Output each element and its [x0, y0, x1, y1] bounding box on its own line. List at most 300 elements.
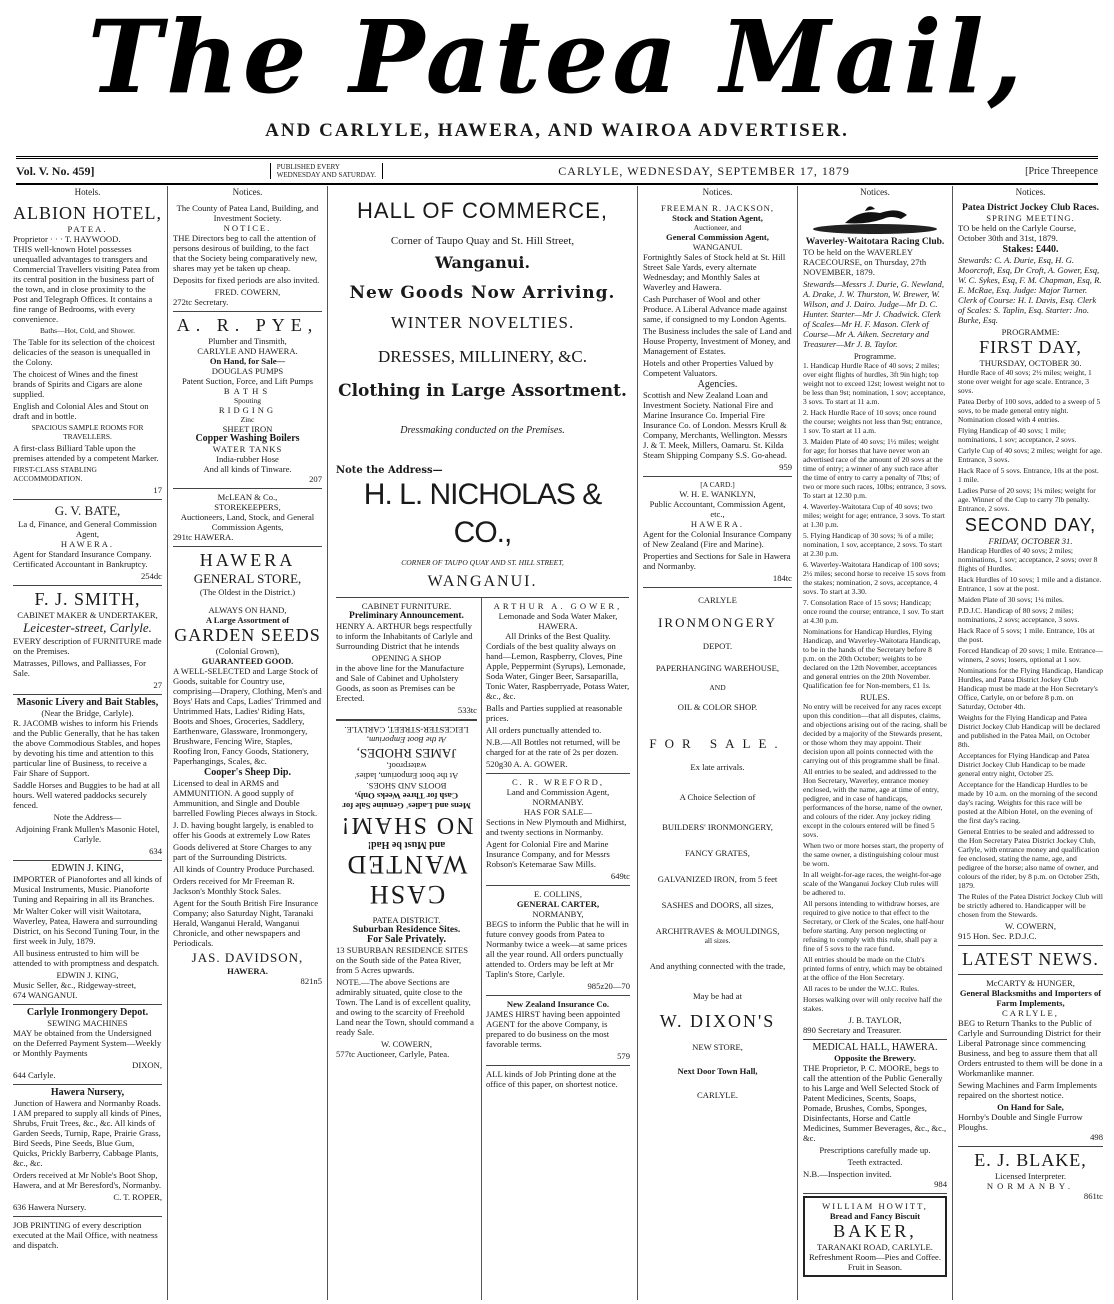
ad-text: RIDGING	[218, 405, 277, 415]
ad-text: Licensed Interpreter.	[994, 1171, 1067, 1181]
ad-cash-wanted-inverted	[336, 720, 477, 912]
ad-text: FIRST-CLASS STABLING ACCOMMODATION.	[13, 465, 97, 483]
racehorse-icon	[805, 203, 945, 237]
ad-text: The Table for its selection of the choicest delicacies of the season is unequalled in the Colony.	[13, 337, 155, 367]
ad-text: No entry will be received for any races except upon this condition—that all disputes, claims, and objections arising out of the racing, shall be decided by a majority of the Stewards present, or those whom they may appoint. Their decision upon all points connected with the carrying out of this programme shall be final.	[803, 702, 947, 765]
ad-title: Patea District Jockey Club Races.	[962, 203, 1099, 213]
ad-text: Lemonade and Soda Water Maker,	[498, 611, 618, 621]
ad-text: All Drinks of the Best Quality.	[505, 631, 611, 641]
ad-hawera-store	[173, 547, 322, 990]
ad-text: STOREKEEPERS,	[214, 502, 281, 512]
ad-text: Refreshment Room—Pies and Coffee.	[808, 1252, 942, 1262]
publication-schedule	[270, 163, 383, 179]
ad-hall-of-commerce	[336, 186, 629, 598]
ad-text: Wanganui.	[434, 253, 531, 272]
ad-number: 821n5	[300, 976, 322, 986]
ad-signature: 520g30 A. A. GOWER.	[486, 759, 568, 769]
ad-text: TO be held on the Carlyle Course, October 30th and 31st, 1879.	[958, 223, 1076, 243]
ad-text: Copper Washing Boilers	[195, 433, 300, 444]
ad-text: NORMANBY.	[532, 797, 584, 807]
ad-number: 984	[934, 1179, 947, 1189]
ad-text: Stewards—Messrs J. Durie, G. Newland, A. Drake, J. W. Thurston, W. Brewer, W. Wilson, and J. Dairo. Judge—Mr D. C. Hunter. Starter—Mr J. Chadwick. Clerk of Scales—Mr H. F. Mason. Clerk of Course—Mr A. Aiken. Secretary and Treasurer—Mr J. B. Taylor.	[803, 279, 944, 349]
volume-number: Vol. V. No. 459]	[16, 163, 95, 178]
ad-text: Maiden Plate of 30 sovs; 1¼ miles.	[958, 595, 1064, 604]
ad-signature: C. T. ROPER,	[113, 1192, 162, 1202]
ad-number: 861tc	[1083, 1191, 1103, 1201]
ad-mccarty	[958, 975, 1103, 1147]
ad-title: WILLIAM HOWITT,	[822, 1201, 928, 1211]
latest-news-heading	[958, 946, 1103, 975]
ad-text: At the boot Emporium, ladies' waterproof,	[354, 761, 459, 781]
ad-title: New Zealand Insurance Co.	[506, 999, 610, 1009]
ad-text: Stock and Station Agent,	[672, 213, 763, 223]
ad-text: DOUGLAS PUMPS	[211, 366, 284, 376]
ad-text: All entries should be made on the Club's printed forms of entry, which may be obtained at the office of the Hon Secretary.	[803, 955, 943, 982]
ad-number: 27	[153, 680, 162, 690]
ad-number: 649tc	[610, 871, 630, 881]
ad-heading: [A CARD.]	[700, 480, 735, 489]
ad-text: Clothing in Large Assortment.	[338, 381, 627, 401]
ad-text: BOOTS AND SHOES.	[366, 781, 447, 791]
ad-text: ALWAYS ON HAND,	[208, 605, 287, 615]
newspaper-subtitle: AND CARLYLE, HAWERA, AND WAIROA ADVERTISER.	[265, 120, 849, 141]
ad-number: 272tc Secretary.	[173, 297, 229, 307]
ad-title: EDWIN J. KING,	[51, 863, 124, 874]
ad-text: Matrasses, Pillows, and Palliasses, For Sale.	[13, 658, 146, 678]
ad-text: WANGANUI.	[692, 242, 743, 252]
ad-text: SECOND DAY,	[964, 515, 1097, 535]
ad-text: Opposite the Brewery.	[834, 1053, 916, 1063]
ad-text: Bread and Fancy Biscuit	[829, 1211, 921, 1221]
ad-text: India-rubber Hose	[216, 454, 279, 464]
ad-text: Adjoining Frank Mullen's Masonic Hotel, Carlyle.	[15, 824, 160, 844]
column-2	[168, 186, 328, 1300]
issue-date: CARLYLE, WEDNESDAY, SEPTEMBER 17, 1879	[558, 163, 850, 178]
section-title: LATEST NEWS.	[962, 949, 1099, 969]
ad-signature: JAS. DAVIDSON,	[191, 950, 304, 965]
ad-text: 1. Handicap Hurdle Race of 40 sovs; 2 miles; over eight flights of hurdles, 3ft 9in high; top weight not to exceed 12st; lowest weight not to be less than 9st; nomination, 1 sov; acceptance, 3 sovs. To start at 11 a.m.	[803, 361, 946, 406]
ad-text: 2. Hack Hurdle Race of 10 sovs; once round the course; weights not less than 9st; entrance, 1 sov. To start at 11 a.m.	[803, 408, 943, 435]
ad-title: A. R. PYE,	[176, 315, 319, 335]
ad-text: Patea Derby of 100 sovs, added to a sweep of 5 sovs, to be made general entry night. Nomination closed with 4 entries.	[958, 397, 1101, 424]
pub-line-1: PUBLISHED EVERY	[276, 163, 340, 171]
ad-text: Sewing Machines and Farm Implements repaired on the shortest notice.	[958, 1080, 1097, 1100]
ad-text: Patent Suction, Force, and Lift Pumps	[181, 376, 314, 386]
ad-text: Forced Handicap of 20 sovs; 1 mile. Entrance—winners, 2 sovs; losers, optional at 1 sov.	[958, 646, 1103, 664]
ad-text: A Choice Selection of	[679, 792, 756, 802]
ad-text: JOB PRINTING of every description executed at the Mail Office, with neatness and dispatch.	[13, 1220, 158, 1250]
ad-text: CABINET MAKER & UNDERTAKER,	[17, 610, 158, 620]
ad-text: HENRY A. ARTHUR begs respectfully to inform the Inhabitants of Carlyle and Surrounding District that he intends	[336, 621, 473, 651]
ad-text: GARDEN SEEDS	[174, 625, 321, 645]
ad-title: HALL OF COMMERCE,	[357, 198, 608, 223]
ad-number: 915 Hon. Sec. P.D.J.C.	[958, 931, 1037, 941]
ad-text: GENERAL CARTER,	[516, 899, 600, 909]
ad-title: McCARTY & HUNGER,	[986, 978, 1075, 988]
ad-collins	[486, 886, 630, 996]
dateline	[16, 156, 1098, 185]
ad-text: NOTICE.	[223, 223, 272, 233]
ad-text: EVERY description of FURNITURE made on the Premises.	[13, 636, 162, 656]
ad-text: Corner of Taupo Quay and St. Hill Street,	[390, 235, 575, 247]
ad-job-printing-2	[486, 1066, 630, 1095]
ad-text: Hack Hurdles of 10 sovs; 1 mile and a distance. Entrance, 1 sov at the post.	[958, 575, 1102, 593]
ad-text: All kinds of Country Produce Purchased.	[173, 864, 315, 874]
ad-text: BUILDERS' IRONMONGERY,	[662, 822, 773, 832]
ad-text: General Blacksmiths and Importers of Farm Implements,	[959, 988, 1102, 1008]
ad-text: Stewards: C. A. Durie, Esq, H. G. Moorcroft, Esq, Dr Croft, A. Gower, Esq, W. C. Sykes, Esq, F. M. Chapman, Esq, R. E. McRae, Esq. Judge: Major Turner. Clerk of Course: H. I. Davis, Esq. Clerk of Scales: S. Taplin, Esq. Starter: Jno. Burke, Esq.	[958, 255, 1102, 325]
ad-text: ARCHITRAVES & MOULDINGS,	[655, 926, 780, 936]
ad-hawera-nursery	[13, 1085, 162, 1217]
ad-title: Preliminary Announcement.	[349, 611, 464, 621]
ad-text: Agencies.	[697, 379, 738, 390]
price: [Price Threepence	[1025, 165, 1098, 177]
ad-text: THURSDAY, OCTOBER 30.	[979, 358, 1082, 368]
ad-blake	[958, 1147, 1103, 1205]
ad-smith	[13, 586, 162, 695]
ad-title: Suburban Residence Sites.	[352, 925, 461, 935]
ad-number: 577tc Auctioneer, Carlyle, Patea.	[336, 1049, 450, 1059]
ad-text: New Goods Now Arriving.	[349, 283, 616, 303]
ad-text: Flying Handicap of 40 sovs; 1 mile; nominations, 1 sov; acceptance, 2 sovs.	[958, 426, 1077, 444]
ad-number: 579	[617, 1051, 630, 1061]
ad-number: 184tc	[772, 573, 792, 583]
ad-text: Cordials of the best quality always on hand—Lemon, Raspberry, Cloves, Pine Apple, Peppermint (Syrups), Lemonade, Soda Water, Ginger Beer, Sarsaparilla, Tonic Water, Raspberryade, Potass Water, &c., &c.	[486, 641, 630, 701]
ad-text: CARLYLE AND HAWERA.	[197, 346, 298, 356]
ad-text: WINTER NOVELTIES.	[390, 313, 575, 332]
ad-text: Nominations for Handicap Hurdles, Flying Handicap, and Waverley-Waitotara Handicap, to be in the hands of the Secretary before 8 p.m. on the 20th October; weights to be declared on the 12th November, acceptances and general entries on the 20th November. Qualification fee for Non-members, £1 1s.	[803, 627, 941, 690]
ad-carlyle-ironmongery	[643, 588, 792, 1104]
ad-text: Saddle Horses and Buggies to be had at all hours. Well watered paddocks securely fenced.	[13, 780, 161, 810]
ad-text: THIS well-known Hotel possesses unequalled advantages to transgers and Commercial Travellers visiting Patea from its central position in the business part of the town, and in close proximity to the Post and Telegraph Offices. It contains a fine range of Bedrooms, with every convenience.	[13, 244, 160, 324]
ad-job-printing	[13, 1217, 162, 1256]
ad-text: CARLYLE	[698, 595, 737, 605]
ad-text: JAMES HIRST having been appointed AGENT for the above Company, is prepared to do business on the most favorable terms.	[486, 1009, 620, 1049]
ad-text: Junction of Hawera and Normanby Roads.	[14, 1098, 161, 1108]
masthead	[0, 0, 1114, 160]
ad-text: LEICESTER-STREET, CARLYLE.	[344, 725, 469, 735]
ad-text: Orders received at Mr Noble's Boot Shop, Hawera, and at Mr Beresford's, Normanby.	[13, 1170, 161, 1190]
ad-text: DEPOT.	[702, 641, 733, 651]
ad-town: PATEA.	[67, 224, 108, 234]
ad-title: IRONMONGERY	[658, 615, 777, 630]
column-heading: Notices.	[1015, 187, 1046, 197]
ad-text: PROGRAMME:	[1001, 327, 1060, 337]
ad-text: Auctioneer, and	[693, 223, 742, 232]
ad-pye	[173, 312, 322, 489]
ad-text: Carlyle Cup of 40 sovs; 2 miles; weight for age. Entrance, 3 sovs.	[958, 446, 1103, 464]
ad-text: Spouting	[233, 396, 262, 405]
ad-title: FREEMAN R. JACKSON,	[660, 203, 775, 213]
ad-title: ARTHUR A. GOWER,	[493, 601, 623, 611]
ad-text: Teeth extracted.	[847, 1157, 903, 1167]
ad-howitt	[803, 1196, 947, 1277]
ad-text: SPACIOUS SAMPLE ROOMS FOR TRAVELLERS.	[31, 423, 144, 441]
ad-albion-hotel	[13, 200, 162, 500]
ad-text: Balls and Parties supplied at reasonable prices.	[486, 703, 623, 723]
ad-text: All races to be under the W.J.C. Rules.	[803, 984, 920, 993]
ad-text: J. D. having bought largely, is enabled to offer his Goods at extremely Low Rates	[173, 820, 314, 840]
ad-text: Acceptances for Flying Handicap and Patea District Jockey Club Handicap to be made general entry night, October 25.	[958, 751, 1090, 778]
ad-text: CORNER OF TAUPO QUAY AND ST. HILL STREET,	[401, 558, 564, 567]
newspaper-title: The Patea Mail,	[87, 0, 1027, 116]
ad-text: (The Oldest in the District.)	[199, 587, 296, 597]
ad-text: 291tc HAWERA.	[173, 532, 234, 542]
ad-text: All business entrusted to him will be attended to with promptness and despatch.	[13, 948, 160, 968]
ad-text: R. JACOMB wishes to inform his Friends and the Public Generally, that he has taken the above Commodious Stables, and hopes by devoting his time and attention to this particular line of Business, to receive a Fair Share of Support.	[13, 718, 161, 778]
ad-text: FANCY GRATES,	[685, 848, 750, 858]
ad-text: Agent for the Colonial Insurance Company of New Zealand (Fire and Marine).	[643, 529, 792, 549]
ad-text: 5. Flying Handicap of 30 sovs; ¾ of a mile; nomination, 1 sov, acceptance, 2 sovs. To start at 2.30 p.m.	[803, 531, 943, 558]
ad-text: Hack Race of 5 sovs; 1 mile. Entrance, 10s at the post.	[958, 626, 1095, 644]
ad-text: TARANAKI ROAD, CARLYLE.	[817, 1242, 933, 1252]
ad-text: WATER TANKS	[212, 444, 283, 454]
ad-text: Agent for the South British Fire Insurance Company; also Saturday Night, Taranaki Herald, Wanganui Herald, Wanganui Chronicle, and other newspapers and Periodicals.	[173, 898, 319, 948]
ad-patea-jockey-club	[958, 200, 1103, 946]
ad-number: 498	[1090, 1132, 1103, 1142]
ad-text: Fortnightly Sales of Stock held at St. Hill Street Sale Yards, every alternate Wednesday; and Monthly Sales at Waverley and Hawera.	[643, 252, 786, 292]
ad-mclean	[173, 489, 322, 547]
ad-text: 6. Waverley-Waitotara Handicap of 100 sovs; 2½ miles; second horse to receive 15 sovs from the stakes; nomination, 2 sovs, acceptance, 4 sovs. To start at 3.30.	[803, 560, 946, 596]
column-3	[328, 186, 638, 1300]
ad-signature: FRED. COWERN,	[214, 287, 281, 297]
ad-text: All orders punctually attended to.	[486, 725, 602, 735]
ad-text: Horses walking over will only receive half the stakes.	[803, 995, 942, 1013]
ad-cabinet-furniture	[336, 598, 477, 720]
ad-title: Carlyle Ironmongery Depot.	[26, 1007, 149, 1018]
ad-text: General Commission Agent,	[666, 232, 769, 242]
ad-text: A WELL-SELECTED and Large Stock of Goods, suitable for Country use, comprising—Drapery, Clothing, Men's and Boys' Hats and Caps, Ladies' Trimmed and Untrimmed Hats, Ladies' Riding Hats, Boots and Shoes, Groceries, Saddlery, Earthenware, Glassware, Ironmongery, Brushware, Fencing Wire, Staples, Roofing Iron, Fancy Goods, Stationery, Paperhangings, Scales, &c.	[173, 666, 322, 766]
ad-text: Goods delivered at Store Charges to any part of the Surrounding Districts.	[173, 842, 312, 862]
ad-text: Plumber and Tinsmith,	[208, 336, 287, 346]
sub-column-right	[486, 598, 630, 1300]
ad-wreford	[486, 774, 630, 886]
sub-column-left	[336, 598, 482, 1300]
column-1	[8, 186, 168, 1300]
ad-title: F. J. SMITH,	[34, 589, 141, 609]
ad-text: CARLYLE,	[1002, 1008, 1059, 1018]
ad-text: Note the Address—	[336, 465, 443, 476]
ad-signature: DIXON,	[132, 1060, 162, 1070]
ad-nz-insurance	[486, 996, 630, 1066]
ad-text: A Large Assortment of	[205, 615, 290, 625]
ad-text: English and Colonial Ales and Stout on draft and in bottle.	[13, 401, 149, 421]
ad-title: Masonic Livery and Bait Stables,	[16, 697, 159, 708]
column-6	[953, 186, 1108, 1300]
ad-patea-district	[336, 912, 477, 1063]
ad-text: GENERAL STORE,	[193, 571, 302, 586]
ad-text: The Business includes the sale of Land and House Property, Investment of Money, and Management of Estates.	[643, 326, 792, 356]
ad-text: La d, Finance, and General Commission Agent,	[18, 519, 157, 539]
ad-text: all sizes.	[704, 936, 731, 945]
ad-signature: EDWIN J. KING,	[56, 970, 119, 980]
ad-text: BAKER,	[833, 1221, 917, 1241]
ad-text: HAWERA.	[227, 966, 268, 976]
ad-title: HAWERA	[199, 550, 296, 570]
ad-text: Leicester-street, Carlyle.	[23, 620, 152, 635]
ad-text: OIL & COLOR SHOP.	[677, 702, 758, 712]
ad-text: SPRING MEETING.	[986, 213, 1075, 223]
ad-text: RULES.	[860, 692, 890, 702]
ad-text: The choicest of Wines and the finest brands of Spirits and Cigars are alone supplied.	[13, 369, 143, 399]
ad-ironmongery	[13, 1005, 162, 1085]
ad-text: AND	[709, 683, 726, 692]
split-area	[336, 598, 629, 1300]
ad-text: DRESSES, MILLINERY, &C.	[378, 347, 587, 366]
ad-text: 3. Maiden Plate of 40 sovs; 1½ miles; weight for age; for horses that have never won an advertised race of the amount of 20 sovs at the time of entry; a winner of any such race after the time of entry to carry a penalty of 7lbs; of two or more such races, 10lbs; entrance, 3 sovs. To start at 12.30 p.m.	[803, 437, 947, 500]
ad-text: NORMANBY.	[986, 1181, 1075, 1191]
ad-text: HAWERA.	[538, 621, 578, 631]
ad-text: NOTE.—The above Sections are admirably situated, quite close to the Town. The Land is of excellent quality, and owing to the scarcity of Freehold Land near the Town, should command a ready Sale.	[336, 977, 474, 1037]
ad-number: 533tc	[457, 705, 477, 715]
ad-text: Agent for Standard Insurance Company. Certificated Accountant in Bankruptcy.	[13, 549, 152, 569]
ad-text: All entries to be sealed, and addressed to the Hon Secretary, Waverley, entrance money enclosed, with the name, age at time of entry, pedigree, and in case of handicaps, performances of the horse, name of the owner, and colours of the rider. Any jockey riding except in the colours entered will be fined 5 sovs.	[803, 767, 943, 839]
ad-text: All persons intending to withdraw horses, are required to give notice to that effect to the Secretary, or Clerk of the Scales, one half-hour before starting. Any person neglecting or refusing to comply with this rule, shall pay a fine of 5 sovs to the race fund.	[803, 899, 944, 953]
ad-text: Dressmaking conducted on the Premises.	[400, 425, 565, 436]
ad-gower	[486, 598, 630, 774]
ad-jackson	[643, 200, 792, 477]
ad-text: And all kinds of Tinware.	[203, 464, 292, 474]
ad-text: Properties and Sections for Sale in Hawera and Normanby.	[643, 551, 791, 571]
ad-text: OPENING A SHOP	[371, 653, 442, 663]
ad-text: Ex late arrivals.	[690, 762, 745, 772]
ad-title: The County of Patea Land, Building, and Investment Society.	[176, 203, 319, 223]
ad-text: P.D.J.C. Handicap of 80 sovs; 2 miles; nominations, 2 sovs; acceptance, 3 sovs.	[958, 606, 1080, 624]
ad-text: THE Proprietor, P. C. MOORE, begs to call the attention of the Public Generally to his Large and Well Selected Stock of Patent Medicines, Scents, Soaps, Pomade, Brushes, Combs, Sponges, Disinfectants, Horse and Cattle Medicines, Summer Beverages, &c., &c., &c.	[803, 1063, 947, 1143]
ad-title: Waverley-Waitotara Racing Club.	[805, 237, 945, 247]
ad-number: 17	[153, 485, 162, 495]
ad-text: 674 WANGANUI.	[13, 990, 78, 1000]
ad-bate	[13, 500, 162, 586]
ad-text: Cooper's Sheep Dip.	[204, 767, 291, 778]
ad-text: Weights for the Flying Handicap and Patea District Jockey Club Handicap will be declared and published in the Patea Mail, on October 8th.	[958, 713, 1101, 749]
ad-heading: PATEA DISTRICT.	[372, 915, 441, 925]
ad-town: HAWERA.	[60, 539, 115, 549]
ad-text: GALVANIZED IRON, from 5 feet	[657, 874, 778, 884]
ad-title: MEDICAL HALL, HAWERA.	[812, 1042, 938, 1053]
column-heading: Notices.	[860, 187, 890, 197]
ad-number: 890 Secretary and Treasurer.	[803, 1025, 902, 1035]
ad-text: Fruit in Season.	[847, 1262, 903, 1272]
ad-text: I AM prepared to supply all kinds of Pines, Shrubs, Fruit Trees, &c., &c. All kinds of Garden Seeds, Turnip, Rape, Prairie Grass, Bird Seeds, Pine Seeds, Blue Gum, Quicks, Prickly Barberry, Cabbage Plants, &c., &c.	[13, 1108, 162, 1168]
ad-text: Hurdle Race of 40 sovs; 2½ miles; weight, 1 stone over weight for age scale. Entrance, 3 sovs.	[958, 368, 1092, 395]
ad-text: Hornby's Double and Single Furrow Ploughs.	[958, 1112, 1083, 1132]
ad-number: 254dc	[140, 571, 162, 581]
ad-text: Land and Commission Agent,	[506, 787, 610, 797]
ad-text: Agent for Colonial Fire and Marine Insurance Company, and for Messrs Robson's Ketemarae Saw Mills.	[486, 839, 610, 869]
ad-text: Ladies Purse of 20 sovs; 1¼ miles; weight for age. Winner of the Cup to carry 7lb penalty. Entrance, 2 sovs.	[958, 486, 1096, 513]
ad-text: Stakes: £440.	[1002, 244, 1059, 255]
ad-number: 634	[149, 846, 162, 856]
ad-text: BATHS	[223, 386, 272, 396]
ad-text: Mens and Ladies' Genuine Sale for Cash for Three Weeks Only,	[342, 791, 471, 811]
ad-text: WANGANUI.	[427, 573, 538, 590]
column-heading: Notices.	[702, 187, 733, 197]
ad-text: SHEET IRON	[222, 424, 273, 434]
ad-text: and Must be Had!	[367, 839, 446, 850]
ad-text: May be had at	[693, 991, 742, 1001]
ad-text: When two or more horses start, the property of the same owner, a distinguishing colour must be worn.	[803, 841, 944, 868]
column-heading: Notices.	[232, 187, 263, 197]
ad-text: Nominations for the Flying Handicap, Handicap Hurdles, and Patea District Jockey Club Handicap must be made at the Hon Secretary's Office, Carlyle, on or before 8 p.m. on Saturday, October 4th.	[958, 666, 1103, 711]
ad-text: 4. Waverley-Waitotara Cup of 40 sovs; two miles; weight for age; entrance, 3 sovs. To start at 1.30 p.m.	[803, 502, 945, 529]
ad-text: Note the Address—	[53, 812, 122, 822]
ad-text: NORMANBY,	[532, 909, 584, 919]
ad-text: Sections in New Plymouth and Midhirst, and twenty sections in Normanby.	[486, 817, 627, 837]
ad-text: Auctioneers, Land, Stock, and General Commission Agents,	[180, 512, 315, 532]
ad-text: Deposits for fixed periods are also invited.	[173, 275, 320, 285]
ad-title: E. J. BLAKE,	[974, 1150, 1087, 1170]
ad-text: And anything connected with the trade,	[649, 961, 786, 971]
ad-racing-club	[803, 200, 947, 1040]
ad-text: HAS FOR SALE—	[523, 807, 593, 817]
ad-signature: W. COWERN,	[380, 1039, 432, 1049]
ad-title: H. L. NICHOLAS & CO.,	[363, 478, 602, 549]
ad-text: TO be held on the WAVERLEY RACECOURSE, on Thursday, 27th NOVEMBER, 1879.	[803, 247, 927, 277]
ad-text: Hack Race of 5 sovs. Entrance, 10s at the post. 1 mile.	[958, 466, 1099, 484]
ad-text: In all weight-for-age races, the weight-for-age scale of the Wanganui Jockey Club rules will be adhered to.	[803, 870, 942, 897]
ad-text: GUARANTEED GOOD.	[201, 656, 294, 666]
ad-text: FRIDAY, OCTOBER 31.	[988, 536, 1073, 546]
ad-signature: W. COWERN,	[1004, 921, 1056, 931]
ad-title: Hawera Nursery,	[50, 1087, 125, 1098]
ad-text: PAPERHANGING WAREHOUSE,	[655, 663, 780, 673]
ad-text: FIRST DAY,	[979, 337, 1082, 357]
ad-text: A first-class Billiard Table upon the premises attended by a competent Marker.	[13, 443, 159, 463]
ad-text: NEW STORE,	[692, 1042, 743, 1052]
ad-text: General Entries to be sealed and addressed to the Hon Secretary Patea District Jockey Club, Carlyle, with entrance money and qualification fee enclosed, stating the name, age, and pedigree of the horse; also name of owner, and colours of the rider, by 8 p.m. on October 25th, 1879.	[958, 827, 1100, 890]
ad-text: Zinc	[240, 415, 255, 424]
ad-title: C. R. WREFORD,	[511, 777, 605, 787]
ad-number: 959	[779, 462, 792, 472]
ad-text: Mr Walter Coker will visit Waitotara, Waverley, Patea, Hawera and surrounding District, on his Second Tuning Tour, in the first week in July, 1879.	[13, 906, 160, 946]
ad-text: JAMES RHODES,	[356, 746, 457, 761]
ad-text: N.B.—All Bottles not returned, will be charged for at the rate of 2s per dozen.	[486, 737, 621, 757]
ad-text: (Near the Bridge, Carlyle).	[41, 708, 134, 718]
ad-signature: J. B. TAYLOR,	[848, 1015, 902, 1025]
ad-text: Cash Purchaser of Wool and other Produce. A Liberal Advance made against same, if consigned to my London Agents.	[643, 294, 788, 324]
ad-text: NO SHAM!	[339, 812, 474, 838]
ad-masonic-stables	[13, 695, 162, 861]
ad-text: On Hand for Sale,	[997, 1102, 1064, 1112]
ad-title: G. V. BATE,	[54, 503, 121, 518]
ad-text: Hotels and other Properties Valued by Competent Valuators.	[643, 358, 774, 378]
ad-text: On Hand, for Sale—	[209, 356, 286, 366]
column-4	[638, 186, 798, 1300]
page-columns	[8, 186, 1108, 1302]
ad-text: Next Door Town Hall,	[677, 1066, 758, 1076]
ad-text: SEWING MACHINES	[47, 1018, 128, 1028]
ad-text: in the above line for the Manufacture and Sale of Cabinet and Upholstery Goods, as soon as Premises can be Erected.	[336, 663, 464, 703]
ad-title: W. DIXON'S	[659, 1011, 776, 1031]
ad-text: 636 Hawera Nursery.	[13, 1202, 87, 1212]
ad-text: 644 Carlyle.	[13, 1070, 56, 1080]
ad-text: Scottish and New Zealand Loan and Investment Society. National Fire and Marine Insurance Co. Imperial Fire Insurance Co. of London. Messrs Krull & Company, Merchants, Wellington. Messrs J. & T. Meek, Millers, Oamaru. St. Kilda Steam Shipping Company S.S. Go-ahead.	[643, 390, 788, 460]
ad-text: THE Directors beg to call the attention of persons desirous of building, to the fact that the Society being comparatively new, shares may yet be taken up cheap.	[173, 233, 318, 273]
ad-text: Programme.	[853, 351, 897, 361]
pub-line-2: WEDNESDAY AND SATURDAY.	[276, 171, 376, 179]
ad-text: BEG to Return Thanks to the Public of Carlyle and Surrounding District for their Liberal Patronage since commencing Business, and beg to assure them that all Orders entrusted to them will be done in a Workmanlike manner.	[958, 1018, 1103, 1078]
ad-text: Acceptance for the Handicap Hurdles to be made by 10 a.m. on the morning of the second day's racing. Weights for this race will be posted at the Albion Hotel, on the evening of the first day's racing.	[958, 780, 1098, 825]
ad-number: 985z20—70	[587, 981, 630, 991]
ad-text: BEGS to inform the Public that he will in future convey goods from Patea to Normanby twice a week—at same prices all the year round. All orders punctually attended to. Orders may be left at Mr Taplin's Store, Carlyle.	[486, 919, 629, 979]
ad-text: N.B.—Inspection invited.	[803, 1169, 892, 1179]
ad-medical-hall	[803, 1040, 947, 1194]
ad-heading: CABINET FURNITURE.	[361, 601, 452, 611]
ad-text: HAWERA.	[690, 519, 745, 529]
ad-text: SASHES and DOORS, all sizes,	[661, 900, 774, 910]
ad-text: At the Boot Emporium,	[366, 735, 447, 745]
